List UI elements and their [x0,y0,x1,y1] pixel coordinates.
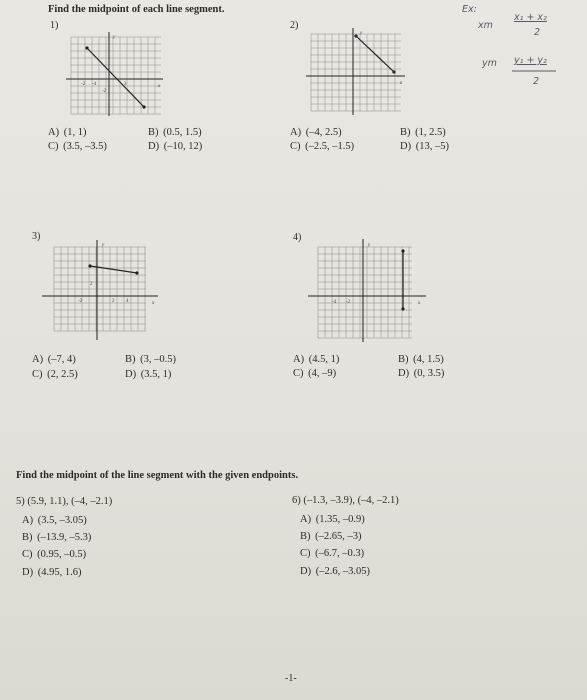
choice-value: (–2.6, –3.05) [315,566,370,577]
problem-3-y-axis-label: y [102,243,105,248]
choice-value: (–10, 12) [163,141,203,152]
problem-3-choice-c [32,369,78,380]
choice-value: (–4, 2.5) [305,127,342,138]
choice-letter: C) [22,549,33,560]
problem-3-graph [40,238,160,342]
problem-2-number: 2) [290,20,299,31]
choice-letter: B) [22,532,33,543]
problem-4-tick-label: -4 [332,300,337,305]
problem-1-grid [71,37,161,114]
problem-4-endpoint-a [401,249,404,252]
choice-letter: C) [290,141,301,152]
choice-letter: A) [22,515,34,526]
choice-letter: A) [32,354,44,365]
example-label: Ex: [462,4,477,15]
problem-2-x-axis-label: x [400,81,403,86]
choice-letter: D) [300,566,312,577]
problem-3-grid [54,247,146,331]
choice-value: (4.95, 1.6) [37,567,82,578]
choice-letter: C) [300,548,311,559]
problem-3-tick-label: 2 [112,299,115,304]
xm-denominator: 2 [534,27,541,38]
choice-letter: C) [293,368,304,379]
problem-4-number: 4) [293,232,302,243]
choice-letter: C) [48,141,59,152]
problem-1-tick-label: 2 [124,82,127,87]
problem-2-segment [356,36,394,72]
choice-letter: B) [148,127,159,138]
problem-5-prompt [16,496,112,507]
problem-5-choice-d [22,567,81,578]
problem-4-choice-b [398,354,444,365]
problem-3-tick-label: 2 [90,282,93,287]
problem-3-tick-label: 4 [126,299,129,304]
choice-value: (4.5, 1) [308,354,340,365]
problem-1-endpoint-b [142,105,145,108]
problem-1-graph [66,32,164,117]
problem-6-choice-a [300,514,365,525]
problem-4-choice-c [293,368,336,379]
problem-3-choice-d [125,369,171,380]
problem-2-choice-c [290,141,354,152]
problem-3-x-axis-label: x [152,301,155,306]
choice-letter: D) [22,567,34,578]
choice-value: (–7, 4) [47,354,76,365]
choice-value: (0, 3.5) [413,368,445,379]
choice-letter: B) [400,127,411,138]
choice-value: (3.5, –3.5) [63,141,107,152]
choice-letter: D) [125,369,137,380]
problem-2-grid [311,34,401,111]
choice-value: (–2.5, –1.5) [305,141,355,152]
problem-1-choice-d [148,141,202,152]
choice-value: (1, 1) [63,127,87,138]
choice-value: (0.5, 1.5) [163,127,202,138]
page-number: -1- [285,673,297,684]
problem-1-choice-c [48,141,107,152]
problem-4-tick-label: -2 [346,300,351,305]
problem-1-tick-label: -2 [81,82,86,87]
choice-letter: A) [290,127,302,138]
choice-value: (1, 2.5) [415,127,446,138]
problem-2-endpoint-b [392,70,395,73]
problem-2-choice-d [400,141,449,152]
problem-4-choice-d [398,368,444,379]
choice-value: (0.95, –0.5) [37,549,87,560]
choice-letter: A) [293,354,305,365]
xm-numerator: x₁ + x₂ [514,12,547,23]
problem-5-endpoints: (5.9, 1.1), (–4, –2.1) [27,496,113,507]
problem-5-number: 5) [16,496,25,507]
problem-2-graph [306,28,406,116]
xm-label: xm [478,20,493,31]
problem-5-choice-c [22,549,86,560]
ym-denominator: 2 [533,76,540,87]
problem-6-prompt [292,495,399,506]
problem-4-x-axis-label: x [418,301,421,306]
ym-label: ym [482,58,497,69]
problem-3-tick-label: -2 [78,299,83,304]
problem-4-choice-a [293,354,339,365]
problem-4-graph [308,238,428,343]
problem-1-endpoint-a [85,46,88,49]
choice-value: (–13.9, –5.3) [37,532,92,543]
problem-1-x-axis-label: x [158,84,161,89]
problem-1-choice-b [148,127,202,138]
section-2-heading: Find the midpoint of the line segment with the given endpoints. [16,470,299,481]
ym-fraction-bar [510,68,560,74]
choice-value: (2, 2.5) [47,369,78,380]
problem-4-grid [318,247,412,338]
choice-letter: D) [400,141,412,152]
choice-letter: D) [148,141,160,152]
problem-2-choice-a [290,127,342,138]
problem-6-choice-b [300,531,362,542]
problem-2-y-axis-label: y [360,31,363,36]
worksheet-title: Find the midpoint of each line segment. [48,4,225,15]
problem-3-choice-b [125,354,176,365]
choice-letter: B) [398,354,409,365]
problem-3-endpoint-b [135,271,138,274]
problem-5-choice-a [22,515,87,526]
choice-letter: C) [32,369,43,380]
ym-numerator: y₁ + y₂ [514,55,547,66]
choice-value: (1.35, –0.9) [315,514,365,525]
choice-value: (13, –5) [415,141,449,152]
problem-1-choice-a [48,127,86,138]
problem-2-choice-b [400,127,446,138]
choice-value: (3.5, –3.05) [37,515,87,526]
problem-4-y-axis-label: y [368,243,371,248]
problem-4-endpoint-b [401,307,404,310]
choice-value: (3.5, 1) [140,369,172,380]
choice-letter: A) [48,127,60,138]
choice-letter: B) [125,354,136,365]
choice-value: (–2.65, –3) [315,531,362,542]
choice-value: (4, 1.5) [413,354,444,365]
problem-3-endpoint-a [88,264,91,267]
choice-value: (3, –0.5) [140,354,176,365]
problem-5-choice-b [22,532,91,543]
choice-letter: D) [398,368,410,379]
problem-1-tick-label: -4 [92,82,97,87]
problem-1-y-axis-label: y [113,35,116,40]
problem-1-number: 1) [50,20,59,31]
problem-6-choice-d [300,566,370,577]
problem-6-number: 6) [292,495,301,506]
problem-2-endpoint-a [354,34,357,37]
choice-value: (4, –9) [308,368,337,379]
problem-6-choice-c [300,548,364,559]
choice-letter: B) [300,531,311,542]
problem-3-choice-a [32,354,76,365]
problem-6-endpoints: (–1.3, –3.9), (–4, –2.1) [303,495,399,506]
choice-value: (–6.7, –0.3) [315,548,365,559]
problem-1-tick-label: -2 [102,89,107,94]
problem-1-segment [87,48,144,107]
problem-3-number: 3) [32,231,41,242]
choice-letter: A) [300,514,312,525]
